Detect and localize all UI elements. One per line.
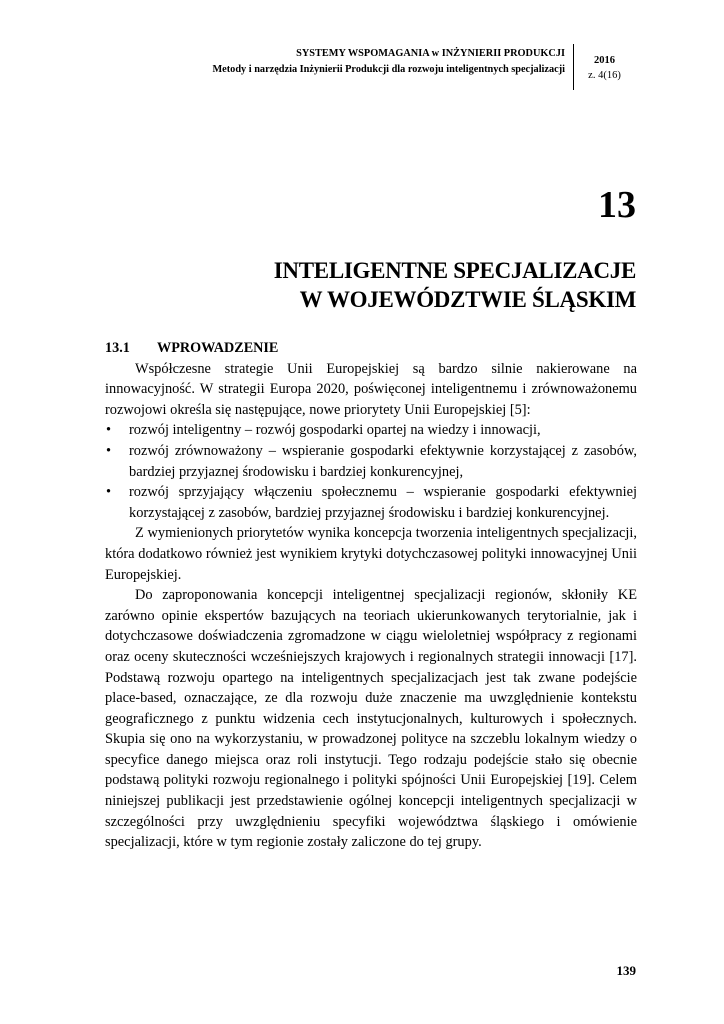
journal-title-block — [110, 44, 574, 90]
issue-year: 2016 — [594, 55, 615, 66]
list-item-text: rozwój zrównoważony – wspieranie gospodarki efektywnie korzystającej z zasobów, bardziej przyjaznej środowisku i bardziej konkurencyjnej, — [129, 442, 637, 480]
section-number: 13.1 — [105, 340, 130, 356]
issue-subtitle: Metody i narzędzia Inżynierii Produkcji dla rozwoju inteligentnych specjalizacji — [212, 64, 565, 75]
chapter-title-line-1: INTELIGENTNE SPECJALIZACJE — [273, 258, 636, 283]
paragraph-3: Do zaproponowania koncepcji inteligentnej specjalizacji regionów, skłoniły KE zarówno opinie ekspertów bazujących na teoriach ukierunkowanych terytorialnie, jak i dotychczasowe doświadczenia zgromadzone w ciągu wieloletniej współpracy z regionami oraz oceny skuteczności wcześniejszych krajowych i regionalnych strategii innowacji [17]. Podstawą rozwoju opartego na inteligentnych specjalizacjach jest tak zwane podejście place-based, oznaczające, ze dla rozwoju duże znaczenie ma uwzględnienie kontekstu geograficznego z punktu widzenia cech instytucjonalnych, kulturowych i społecznych. Skupia się ono na wykorzystaniu, w prowadzonej polityce na szczeblu lokalnym wiedzy o specyfice danego miejsca oraz roli instytucji. Tego rodzaju podejście stało się obecnie podstawą polityki rozwoju regionalnego i polityki spójności Unii Europejskiej [19]. Celem niniejszej publikacji jest przedstawienie ogólnej koncepcji inteligentnych specjalizacji w szczególności przy uwzględnieniu specyfiki województwa śląskiego i omówienie specjalizacji, które w tym regionie zostały zaliczone do tej grupy. — [105, 587, 637, 851]
issue-number: z. 4(16) — [588, 70, 621, 81]
list-item-text: rozwój sprzyjający włączeniu społecznemu – wspieranie gospodarki efektywniej korzystającej z zasobów, bardziej przyjaznej środowisku i bardziej konkurencyjnej. — [129, 484, 637, 521]
main-text — [105, 338, 637, 853]
list-item — [105, 482, 637, 523]
issue-info-block — [574, 44, 635, 90]
section-title: WPROWADZENIE — [157, 340, 279, 356]
running-header — [110, 44, 635, 90]
chapter-title-line-2: W WOJEWÓDZTWIE ŚLĄSKIM — [299, 287, 636, 312]
priority-list — [105, 420, 637, 523]
bullet-icon: • — [106, 422, 112, 439]
chapter-title — [216, 256, 636, 314]
journal-title: SYSTEMY WSPOMAGANIA w INŻYNIERII PRODUKCJI — [296, 48, 565, 59]
bullet-icon: • — [106, 442, 112, 459]
list-item — [105, 441, 637, 482]
bullet-icon: • — [106, 484, 112, 501]
list-item-text: rozwój inteligentny – rozwój gospodarki opartej na wiedzy i innowacji, — [129, 422, 541, 439]
chapter-number: 13 — [598, 184, 636, 226]
list-item — [105, 420, 637, 441]
paragraph-intro: Współczesne strategie Unii Europejskiej są bardzo silnie nakierowane na innowacyjność. W strategii Europa 2020, poświęconej inteligentnemu i zrównoważonemu rozwojowi określa się następujące, nowe priorytety Unii Europejskiej [5]: — [105, 360, 637, 418]
section-heading — [105, 338, 637, 359]
paragraph-2: Z wymienionych priorytetów wynika koncepcja tworzenia inteligentnych specjalizacji, która dodatkowo również jest wynikiem krytyki dotychczasowej polityki innowacyjnej Unii Europejskiej. — [105, 525, 637, 583]
page-number: 139 — [616, 963, 636, 978]
